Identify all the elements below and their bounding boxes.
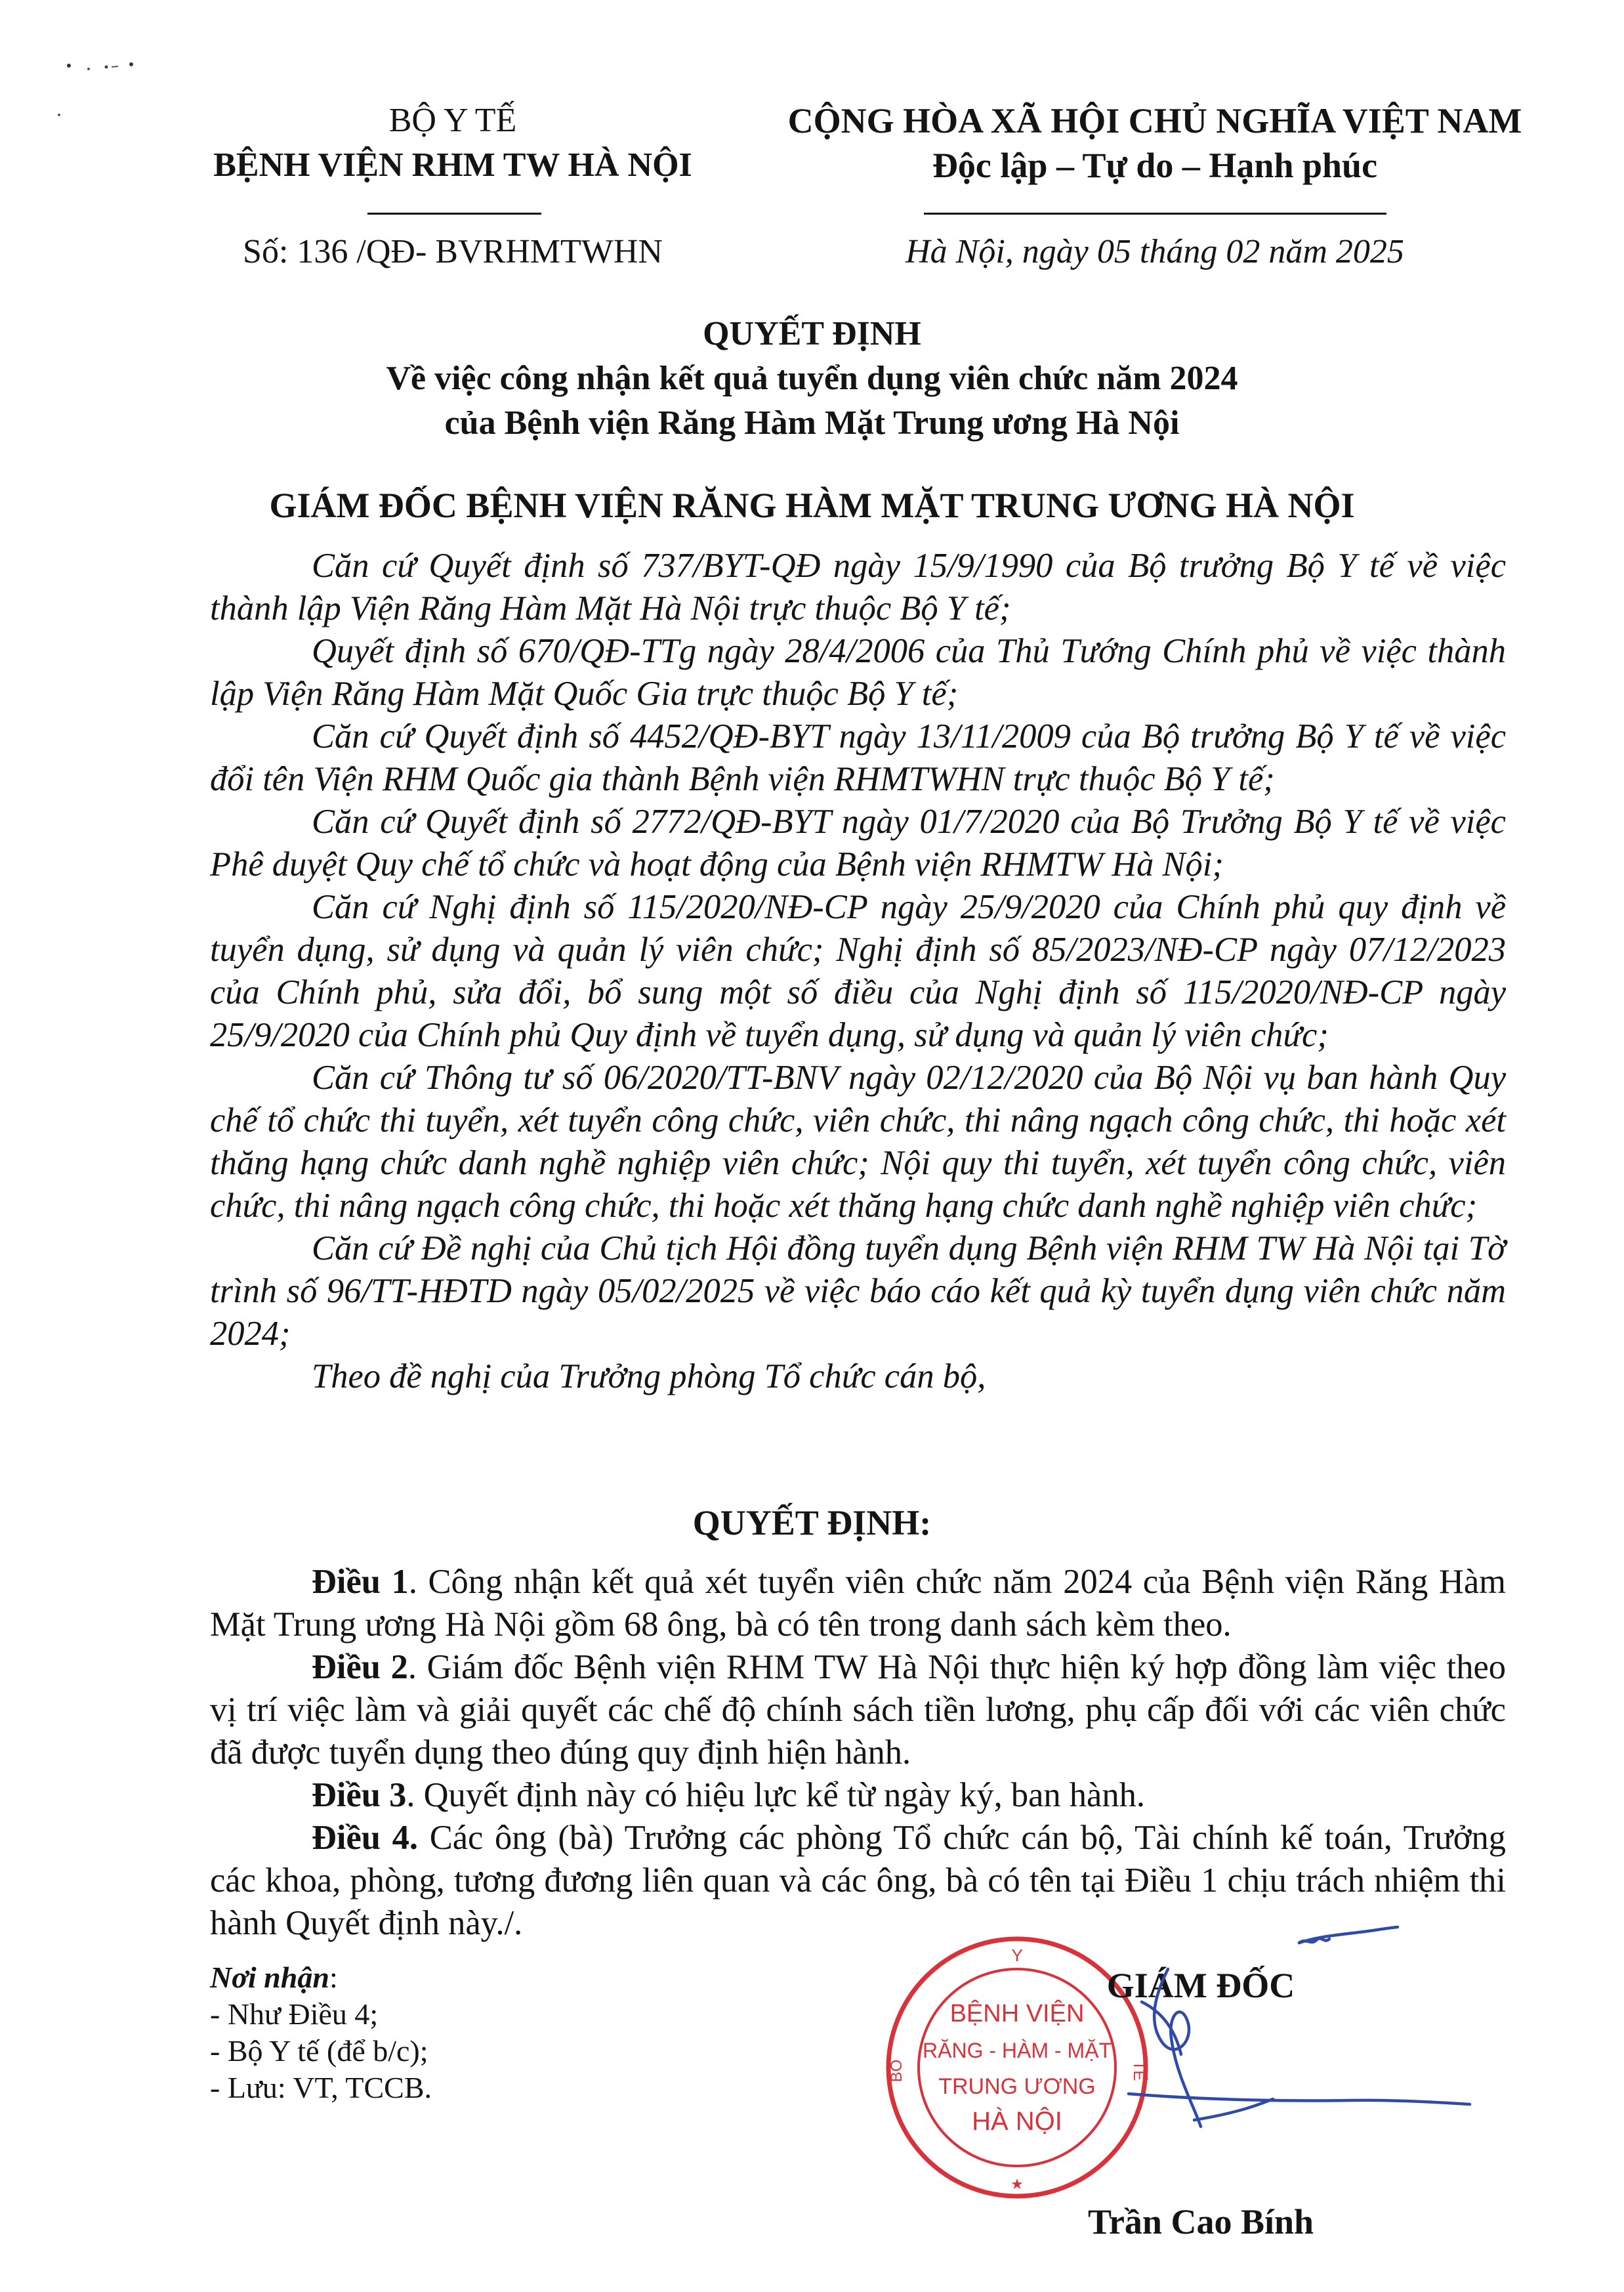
article-3	[210, 1774, 1506, 1817]
stamp-line-2: RĂNG - HÀM - MẶT	[923, 2039, 1112, 2062]
issuer-block	[157, 98, 748, 188]
recipient-item: - Như Điều 4;	[210, 1997, 379, 2031]
country-name: CỘNG HÒA XÃ HỘI CHỦ NGHĨA VIỆT NAM	[787, 101, 1522, 140]
stamp-right-letters: TẾ	[1130, 2060, 1148, 2081]
document-number: Số: 136 /QĐ- BVRHMTWHN	[243, 233, 663, 270]
recipient-item: - Bộ Y tế (để b/c);	[210, 2034, 428, 2068]
article-text: . Giám đốc Bệnh viện RHM TW Hà Nội thực hiện ký hợp đồng làm việc theo vị trí việc làm và giải quyết các chế độ chính sách tiền lương, phụ cấp đối với các viên chức đã được tuyển dụng theo đúng quy định hiện hành.	[210, 1648, 1507, 1772]
stamp-top-text: BỆNH VIỆN	[949, 2000, 1085, 2027]
subject-line-2: của Bệnh viện Răng Hàm Mặt Trung ương Hà Nội	[444, 404, 1180, 442]
issuing-authority: GIÁM ĐỐC BỆNH VIỆN RĂNG HÀM MẶT TRUNG ƯƠNG HÀ NỘI	[269, 486, 1355, 525]
stamp-left-letters: BÔ	[888, 2059, 906, 2083]
article-2	[210, 1646, 1506, 1774]
document-type: QUYẾT ĐỊNH	[703, 315, 921, 352]
recipient-item: - Lưu: VT, TCCB.	[210, 2071, 432, 2104]
document-title	[131, 312, 1493, 446]
scan-specks	[52, 53, 157, 131]
basis-paragraph: Căn cứ Thông tư số 06/2020/TT-BNV ngày 02/12/2020 của Bộ Nội vụ ban hành Quy chế tổ chức thi tuyển, xét tuyển công chức, viên chức, thi nâng ngạch công chức, thi hoặc xét thăng hạng chức danh nghề nghiệp viên chức; Nội quy thi tuyển, xét tuyển công chức, viên chức, thi nâng ngạch công chức, thi hoặc xét thăng hạng chức danh nghề nghiệp viên chức;	[210, 1059, 1506, 1225]
ministry-name: BỘ Y TẾ	[388, 102, 517, 139]
article-text: . Quyết định này có hiệu lực kể từ ngày ký, ban hành.	[406, 1776, 1145, 1814]
article-label: Điều 2	[312, 1648, 408, 1686]
basis-paragraph: Theo đề nghị của Trưởng phòng Tổ chức cán bộ,	[312, 1357, 986, 1395]
stamp-top-letter: Y	[1011, 1945, 1023, 1965]
signatory-title: GIÁM ĐỐC	[1106, 1966, 1295, 2005]
motto-underline	[924, 213, 1386, 215]
subject-line-1: Về việc công nhận kết quả tuyển dụng viên chức năm 2024	[386, 360, 1238, 397]
basis-paragraph: Quyết định số 670/QĐ-TTg ngày 28/4/2006 của Thủ Tướng Chính phủ về việc thành lập Viện Răng Hàm Mặt Quốc Gia trực thuộc Bộ Y tế;	[210, 632, 1506, 713]
basis-paragraph: Căn cứ Đề nghị của Chủ tịch Hội đồng tuyển dụng Bệnh viện RHM TW Hà Nội tại Tờ trình số 96/TT-HĐTD ngày 05/02/2025 về việc báo cáo kết quả kỳ tuyển dụng viên chức năm 2024;	[210, 1229, 1506, 1353]
recipients-block	[210, 1959, 801, 2106]
article-1	[210, 1561, 1506, 1646]
place-and-date: Hà Nội, ngày 05 tháng 02 năm 2025	[906, 233, 1404, 270]
signatory-name: Trần Cao Bính	[1087, 2202, 1314, 2241]
basis-paragraph: Căn cứ Nghị định số 115/2020/NĐ-CP ngày 25/9/2020 của Chính phủ quy định về tuyển dụng, sử dụng và quản lý viên chức; Nghị định số 85/2023/NĐ-CP ngày 07/12/2023 của Chính phủ, sửa đổi, bổ sung một số điều của Nghị định số 115/2020/NĐ-CP ngày 25/9/2020 của Chính phủ Quy định về tuyển dụng, sử dụng và quản lý viên chức;	[210, 888, 1506, 1054]
national-header	[741, 98, 1568, 188]
article-text: . Công nhận kết quả xét tuyển viên chức năm 2024 của Bệnh viện Răng Hàm Mặt Trung ương Hà Nội gồm 68 ông, bà có tên trong danh sách kèm theo.	[210, 1563, 1507, 1644]
hospital-name: BỆNH VIỆN RHM TW HÀ NỘI	[213, 146, 692, 184]
article-label: Điều 3	[312, 1776, 407, 1814]
recipients-label-line: Nơi nhận:	[210, 1961, 338, 1994]
stamp-line-3: TRUNG ƯƠNG	[938, 2074, 1096, 2099]
legal-bases	[210, 545, 1506, 1398]
national-motto: Độc lập – Tự do – Hạnh phúc	[932, 146, 1378, 185]
stamp-line-4: HÀ NỘI	[972, 2107, 1062, 2136]
basis-paragraph: Căn cứ Quyết định số 4452/QĐ-BYT ngày 13/11/2009 của Bộ trưởng Bộ Y tế về việc đổi tên Viện RHM Quốc gia thành Bệnh viện RHMTWHN trực thuộc Bộ Y tế;	[210, 717, 1506, 798]
basis-paragraph: Căn cứ Quyết định số 2772/QĐ-BYT ngày 01/7/2020 của Bộ Trưởng Bộ Y tế về việc Phê duyệt Quy chế tổ chức và hoạt động của Bệnh viện RHMTW Hà Nội;	[210, 803, 1506, 883]
article-text: Các ông (bà) Trưởng các phòng Tổ chức cán bộ, Tài chính kế toán, Trưởng các khoa, phòng, tương đương liên quan và các ông, bà có tên tại Điều 1 chịu trách nhiệm thi hành Quyết định này./.	[210, 1819, 1506, 1942]
basis-paragraph: Căn cứ Quyết định số 737/BYT-QĐ ngày 15/9/1990 của Bộ trưởng Bộ Y tế về việc thành lập Viện Răng Hàm Mặt Hà Nội trực thuộc Bộ Y tế;	[210, 547, 1506, 627]
recipients-label: Nơi nhận	[210, 1961, 329, 1994]
articles	[210, 1561, 1506, 1945]
handwritten-signature	[1102, 1923, 1496, 2173]
issuer-underline	[367, 213, 541, 215]
article-label: Điều 1	[312, 1563, 409, 1601]
article-label: Điều 4.	[312, 1819, 419, 1857]
stamp-star: ★	[1010, 2176, 1024, 2192]
decision-heading: QUYẾT ĐỊNH:	[692, 1503, 932, 1542]
